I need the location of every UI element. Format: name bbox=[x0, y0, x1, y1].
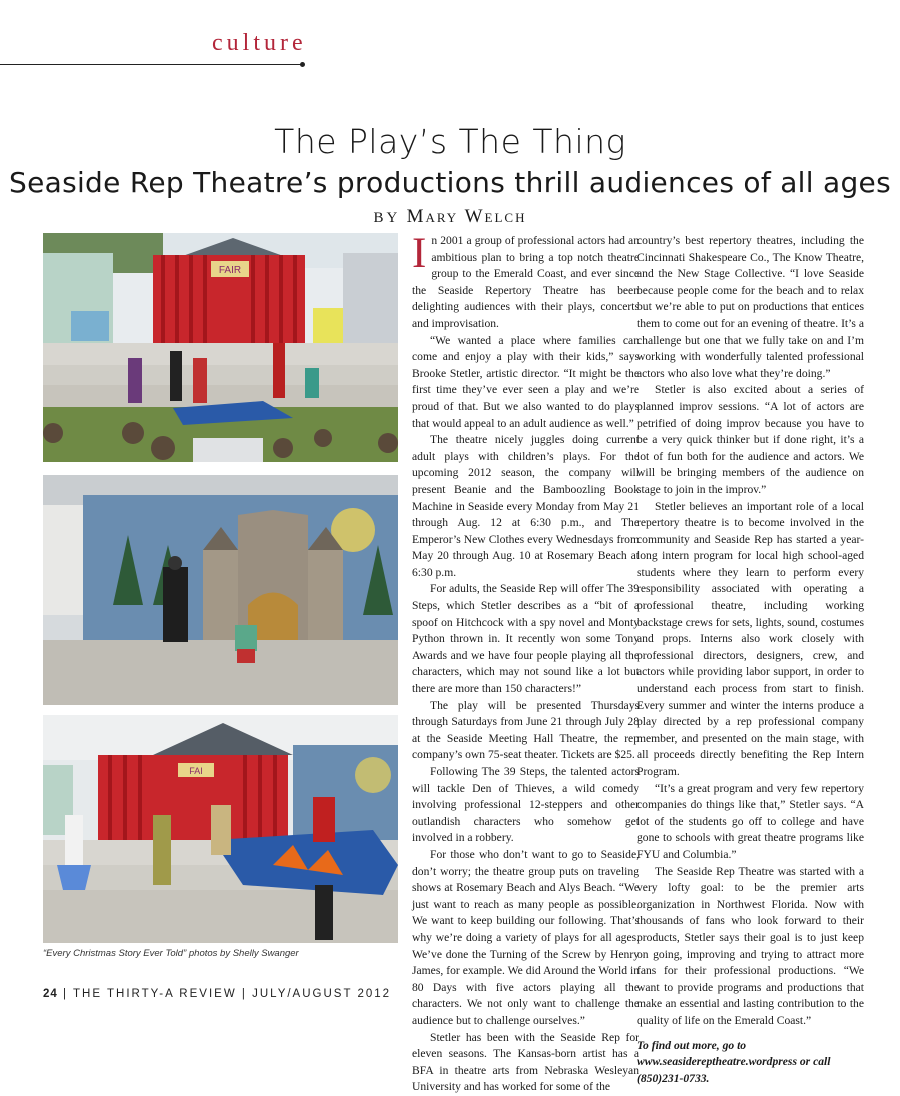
info-line: To find out more, go to www.seasidereptheatre.wordpress or call (850)231-0733. bbox=[637, 1038, 831, 1085]
article-subtitle: Seaside Rep Theatre’s productions thrill audiences of all ages bbox=[9, 166, 891, 199]
section-rule-dot bbox=[300, 62, 305, 67]
photo1-sign-text: FAIR bbox=[218, 265, 242, 276]
publication-name: THE THIRTY-A REVIEW bbox=[73, 988, 237, 1000]
paragraph: Stetler is also excited about a series of planned improv sessions. “A lot of actors are petrified of doing improv because you have to be a very quick thinker but if done right, it’s a lot of fun both for the audience and actors. We will be bringing members of the audience on stage to join in the improv.” bbox=[637, 383, 864, 496]
byline-prefix: BY bbox=[373, 210, 400, 226]
photo-castle-scene bbox=[43, 475, 398, 705]
photo-dragon-scene bbox=[43, 715, 398, 943]
byline bbox=[0, 206, 900, 228]
paragraph bbox=[412, 230, 639, 333]
article-column-1 bbox=[412, 230, 639, 1096]
photo3-sign-text: FAI bbox=[189, 766, 203, 776]
section-rule bbox=[0, 64, 304, 65]
drop-cap: I bbox=[412, 230, 427, 277]
article-title: The Play’s The Thing bbox=[274, 122, 626, 161]
photo-caption: “Every Christmas Story Ever Told” photos by Shelly Swanger bbox=[43, 948, 299, 959]
paragraph: Stetler believes an important role of a local repertory theatre is to become involved in the community and Seaside Rep has started a year-long intern program for local high school-aged students where they learn to perform every responsibility associated with operating a professional theatre, including working backstage crews for sets, lights, sound, costumes and props. Interns also work closely with professional directors, designers, crew, and actors while providing labor support, in order to understand each process from start to finish. Every summer and winter the interns produce a play directed by a rep professional company member, and presented on the main stage, with all proceeds directly benefiting the Rep Intern Program. bbox=[637, 499, 864, 778]
paragraph: Stetler has been with the Seaside Rep for eleven seasons. The Kansas-born artist has a BFA in theatre arts from Nebraska Wesleyan University and has worked for some of the bbox=[412, 1030, 639, 1094]
footer-separator: | bbox=[63, 988, 68, 1000]
page-number: 24 bbox=[43, 988, 58, 1000]
paragraph: The play will be presented Thursdays through Saturdays from June 21 through July 28 at the Seaside Meeting Hall Theatre, the rep company’s own 75-seat theater. Tickets are $25. bbox=[412, 698, 639, 762]
paragraph: The theatre nicely juggles doing current adult plays with children’s plays. For the upcoming 2012 season, the company will present Beanie and the Bamboozling Book Machine in Seaside every Monday from May 21 through Aug. 12 at 6:30 p.m., and The Emperor’s New Clothes every Wednesdays from May 20 through Aug. 10 at Rosemary Beach at 6:30 p.m. bbox=[412, 433, 639, 579]
paragraph: country’s best repertory theatres, including the Cincinnati Shakespeare Co., The Know Theatre, and the New Stage Collective. “I love Seaside because people come for the beach and to relax but we’re able to put on productions that entices them to come out for an evening of theatre. It’s a challenge but one that we fully take on and I’m working with wonderfully talented professional actors who also love what they’re doing.” bbox=[637, 234, 864, 380]
paragraph: For those who don’t want to go to Seaside, don’t worry; the theatre group puts on traveling shows at Rosemary Beach and Alys Beach. “We just want to reach as many people as possible. We want to keep building our following. That’s why we’re doing a variety of plays for all ages. We’ve done the Turning of the Screw by Henry James, for example. We did Around the World in 80 Days with five actors playing all the characters. We not only want to challenge the audience but to challenge ourselves.” bbox=[412, 847, 639, 1027]
paragraph: Following The 39 Steps, the talented actors will tackle Den of Thieves, a wild comedy involving professional 12-steppers and other outlandish characters who somehow get involved in a robbery. bbox=[412, 765, 639, 845]
paragraph-text: n 2001 a group of professional actors had an ambitious plan to bring a top notch theatre group to the Emerald Coast, and ever since the Seaside Repertory Theatre has been delighting audiences with their plays, concerts and improvisation. bbox=[412, 234, 639, 330]
byline-author: Mary Welch bbox=[406, 206, 527, 227]
section-label: culture bbox=[212, 30, 307, 56]
paragraph: “It’s a great program and very few repertory companies do things like that,” Stetler says. “A lot of the students go off to college and have gone to schools with great theatre programs like FYU and Columbia.” bbox=[637, 781, 864, 861]
issue-date: JULY/AUGUST 2012 bbox=[252, 988, 392, 1000]
footer-separator-2: | bbox=[241, 988, 247, 1000]
paragraph: “We wanted a place where families can come and enjoy a play with their kids,” says Brooke Stetler, artistic director. “It might be the first time they’ve ever seen a play and we’re proud of that. But we also wanted to do plays that would appeal to an adult audience as well.” bbox=[412, 333, 639, 430]
paragraph: The Seaside Rep Theatre was started with a very lofty goal: to be the premier arts organization in Northwest Florida. Now with thousands of fans who look forward to their products, Stetler says their goal is to just keep on going, improving and trying to attract more fans for their professional productions. “We want to provide programs and productions that make an essential and lasting contribution to the quality of life on the Emerald Coast.” bbox=[637, 864, 864, 1027]
photo-stage-performance bbox=[43, 233, 398, 462]
page-footer bbox=[43, 988, 391, 1000]
article-column-2 bbox=[637, 233, 864, 1087]
paragraph: For adults, the Seaside Rep will offer The 39 Steps, which Stetler describes as a “bit of a spoof on Hitchcock with a spy novel and Monty Python thrown in. It recently won some Tony Awards and we have four people playing all the characters, which may not sound like a lot but there are more than 150 characters!” bbox=[412, 582, 639, 696]
